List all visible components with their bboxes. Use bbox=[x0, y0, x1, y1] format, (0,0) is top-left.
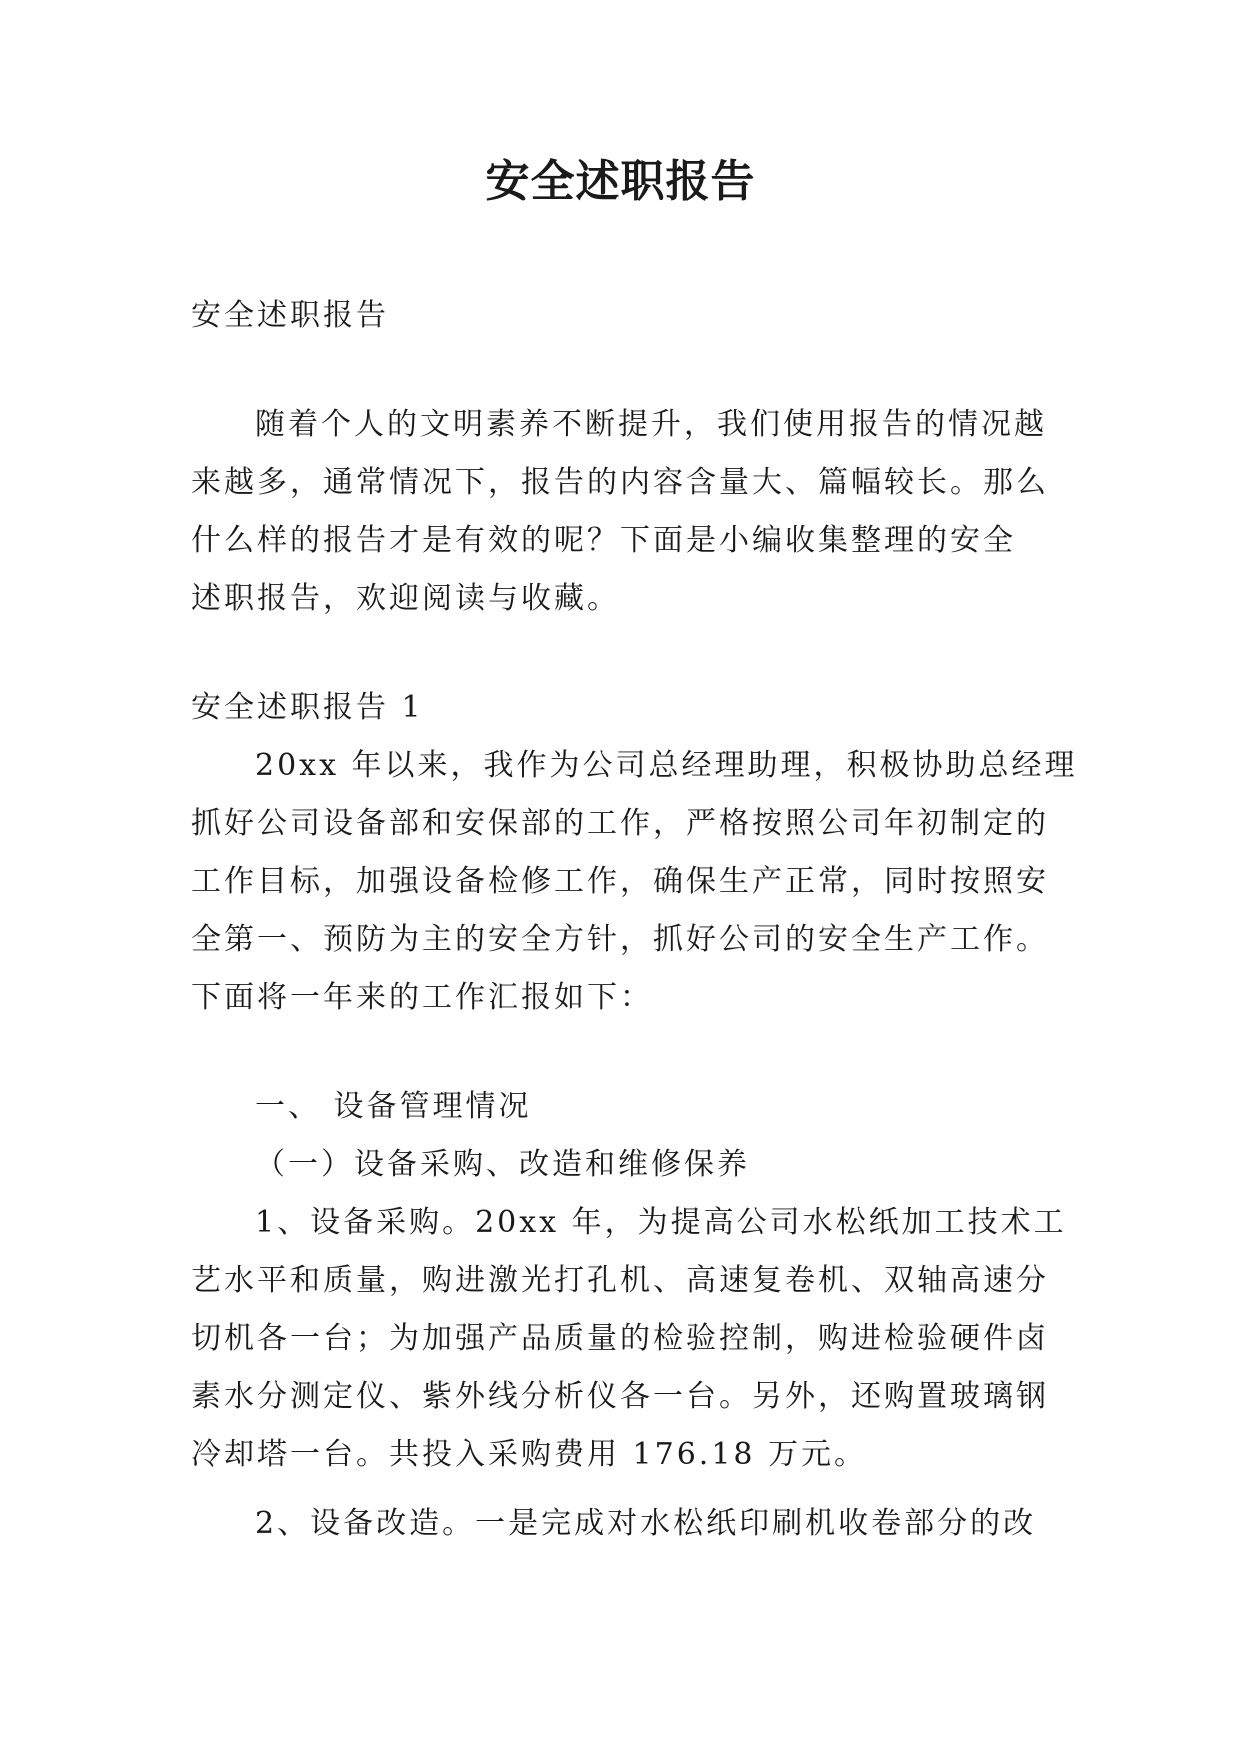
paragraph-spacer bbox=[191, 628, 1071, 679]
section-paragraph-line: 20xx 年以来，我作为公司总经理助理，积极协助总经理 bbox=[255, 748, 1078, 783]
heading-level-2: （一）设备采购、改造和维修保养 bbox=[255, 1147, 750, 1182]
intro-line: 述职报告，欢迎阅读与收藏。 bbox=[191, 581, 620, 616]
document-title: 安全述职报告 bbox=[485, 156, 756, 207]
section-paragraph-line: 工作目标，加强设备检修工作，确保生产正常，同时按照安 bbox=[191, 864, 1049, 899]
document-body bbox=[191, 287, 1078, 1553]
item-1-line: 切机各一台；为加强产品质量的检验控制，购进检验硬件卤 bbox=[191, 1321, 1049, 1356]
paragraph-spacer bbox=[191, 1484, 1071, 1495]
item-1-line: 素水分测定仪、紫外线分析仪各一台。另外，还购置玻璃钢 bbox=[191, 1379, 1049, 1414]
paragraph-spacer bbox=[191, 1027, 1071, 1078]
item-1-line: 艺水平和质量，购进激光打孔机、高速复卷机、双轴高速分 bbox=[191, 1263, 1049, 1298]
section-paragraph-line: 抓好公司设备部和安保部的工作，严格按照公司年初制定的 bbox=[191, 806, 1049, 841]
section-heading: 安全述职报告 1 bbox=[191, 690, 424, 725]
paragraph-spacer bbox=[191, 345, 1071, 396]
item-1-line: 冷却塔一台。共投入采购费用 176.18 万元。 bbox=[191, 1437, 868, 1472]
heading-level-1: 一、 设备管理情况 bbox=[255, 1089, 532, 1124]
item-1-line: 1、设备采购。20xx 年，为提高公司水松纸加工技术工 bbox=[255, 1205, 1067, 1240]
intro-line: 随着个人的文明素养不断提升，我们使用报告的情况越 bbox=[255, 407, 1047, 442]
item-2-line: 2、设备改造。一是完成对水松纸印刷机收卷部分的改 bbox=[255, 1506, 1037, 1541]
document-subtitle: 安全述职报告 bbox=[191, 298, 389, 333]
intro-line: 来越多，通常情况下，报告的内容含量大、篇幅较长。那么 bbox=[191, 465, 1049, 500]
section-paragraph-line: 下面将一年来的工作汇报如下： bbox=[191, 980, 653, 1015]
intro-line: 什么样的报告才是有效的呢？下面是小编收集整理的安全 bbox=[191, 523, 1016, 558]
section-paragraph-line: 全第一、预防为主的安全方针，抓好公司的安全生产工作。 bbox=[191, 922, 1049, 957]
